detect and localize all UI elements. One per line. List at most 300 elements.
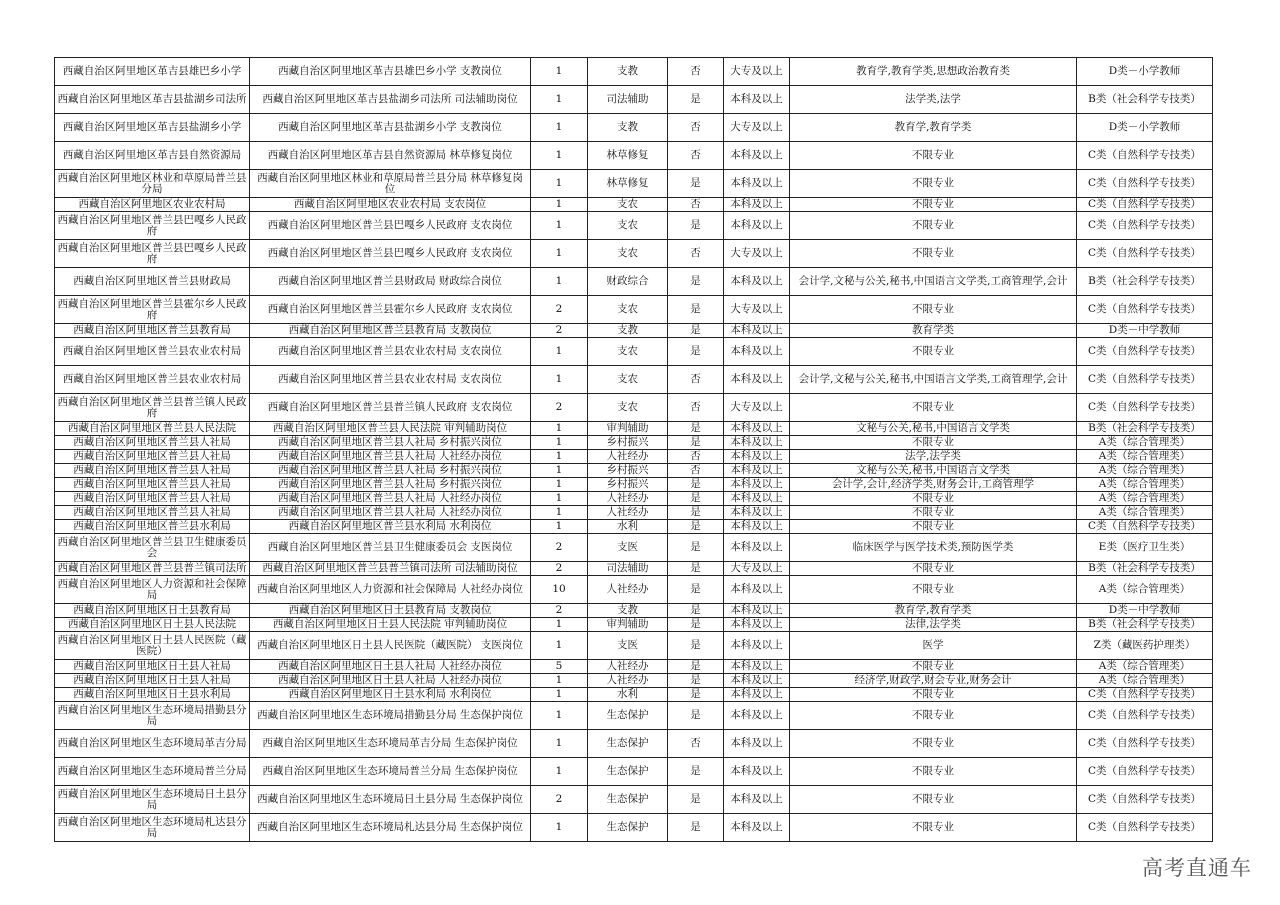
unit-cell: 西藏自治区阿里地区革吉县盐湖乡小学: [55, 114, 250, 142]
unit-cell: 西藏自治区阿里地区日土县人民法院: [55, 618, 250, 632]
unit-cell: 西藏自治区阿里地区普兰县人社局: [55, 478, 250, 492]
category-cell: A类（综合管理类）: [1077, 436, 1213, 450]
count-cell: 1: [531, 730, 588, 758]
restriction-cell: 是: [668, 674, 724, 688]
education-cell: 大专及以上: [724, 562, 790, 576]
position-cell: 西藏自治区阿里地区日土县教育局 支教岗位: [250, 604, 531, 618]
table-row: [55, 632, 1213, 660]
education-cell: 本科及以上: [724, 618, 790, 632]
position-cell: 西藏自治区阿里地区普兰县人民法院 审判辅助岗位: [250, 422, 531, 436]
position-cell: 西藏自治区阿里地区普兰县人社局 乡村振兴岗位: [250, 478, 531, 492]
unit-cell: 西藏自治区阿里地区生态环境局普兰分局: [55, 758, 250, 786]
unit-cell: 西藏自治区阿里地区普兰县霍尔乡人民政府: [55, 296, 250, 324]
count-cell: 1: [531, 338, 588, 366]
job-type-cell: 生态保护: [588, 702, 668, 730]
major-cell: 经济学,财政学,财会专业,财务会计: [790, 674, 1077, 688]
major-cell: 不限专业: [790, 212, 1077, 240]
count-cell: 1: [531, 478, 588, 492]
major-cell: 不限专业: [790, 436, 1077, 450]
table-row: [55, 170, 1213, 198]
unit-cell: 西藏自治区阿里地区普兰县人社局: [55, 436, 250, 450]
count-cell: 1: [531, 142, 588, 170]
major-cell: 不限专业: [790, 562, 1077, 576]
unit-cell: 西藏自治区阿里地区普兰县人社局: [55, 464, 250, 478]
unit-cell: 西藏自治区阿里地区普兰县教育局: [55, 324, 250, 338]
count-cell: 10: [531, 576, 588, 604]
restriction-cell: 是: [668, 436, 724, 450]
category-cell: C类（自然科学专技类）: [1077, 520, 1213, 534]
table-row: [55, 324, 1213, 338]
job-type-cell: 水利: [588, 688, 668, 702]
major-cell: 不限专业: [790, 506, 1077, 520]
major-cell: 教育学,教育学类: [790, 114, 1077, 142]
restriction-cell: 是: [668, 576, 724, 604]
restriction-cell: 否: [668, 198, 724, 212]
category-cell: D类－小学教师: [1077, 114, 1213, 142]
unit-cell: 西藏自治区阿里地区普兰县巴嘎乡人民政府: [55, 212, 250, 240]
major-cell: 法学类,法学: [790, 86, 1077, 114]
restriction-cell: 是: [668, 814, 724, 842]
table-row: [55, 296, 1213, 324]
position-cell: 西藏自治区阿里地区生态环境局札达县分局 生态保护岗位: [250, 814, 531, 842]
education-cell: 本科及以上: [724, 324, 790, 338]
table-row: [55, 702, 1213, 730]
category-cell: C类（自然科学专技类）: [1077, 198, 1213, 212]
job-type-cell: 支农: [588, 394, 668, 422]
category-cell: A类（综合管理类）: [1077, 450, 1213, 464]
table-row: [55, 464, 1213, 478]
unit-cell: 西藏自治区阿里地区生态环境局措勤县分局: [55, 702, 250, 730]
position-cell: 西藏自治区阿里地区普兰县人社局 乡村振兴岗位: [250, 464, 531, 478]
watermark-text: 高考直通车: [1142, 856, 1252, 880]
table-row: [55, 212, 1213, 240]
count-cell: 1: [531, 212, 588, 240]
unit-cell: 西藏自治区阿里地区普兰县人社局: [55, 450, 250, 464]
category-cell: Z类（藏医药护理类）: [1077, 632, 1213, 660]
education-cell: 本科及以上: [724, 660, 790, 674]
table-row: [55, 450, 1213, 464]
restriction-cell: 是: [668, 758, 724, 786]
category-cell: D类－中学教师: [1077, 604, 1213, 618]
restriction-cell: 是: [668, 170, 724, 198]
education-cell: 大专及以上: [724, 394, 790, 422]
category-cell: B类（社会科学专技类）: [1077, 562, 1213, 576]
position-cell: 西藏自治区阿里地区革吉县盐湖乡司法所 司法辅助岗位: [250, 86, 531, 114]
unit-cell: 西藏自治区阿里地区普兰县水利局: [55, 520, 250, 534]
category-cell: C类（自然科学专技类）: [1077, 394, 1213, 422]
count-cell: 1: [531, 436, 588, 450]
count-cell: 1: [531, 618, 588, 632]
major-cell: 不限专业: [790, 492, 1077, 506]
education-cell: 本科及以上: [724, 534, 790, 562]
position-cell: 西藏自治区阿里地区人力资源和社会保障局 人社经办岗位: [250, 576, 531, 604]
table-row: [55, 492, 1213, 506]
position-cell: 西藏自治区阿里地区普兰县巴嘎乡人民政府 支农岗位: [250, 240, 531, 268]
position-cell: 西藏自治区阿里地区普兰县农业农村局 支农岗位: [250, 338, 531, 366]
category-cell: C类（自然科学专技类）: [1077, 786, 1213, 814]
job-type-cell: 乡村振兴: [588, 464, 668, 478]
job-type-cell: 人社经办: [588, 506, 668, 520]
education-cell: 本科及以上: [724, 814, 790, 842]
job-type-cell: 生态保护: [588, 786, 668, 814]
restriction-cell: 是: [668, 296, 724, 324]
position-cell: 西藏自治区阿里地区普兰县普兰镇人民政府 支农岗位: [250, 394, 531, 422]
unit-cell: 西藏自治区阿里地区日土县水利局: [55, 688, 250, 702]
count-cell: 1: [531, 170, 588, 198]
unit-cell: 西藏自治区阿里地区普兰县农业农村局: [55, 366, 250, 394]
major-cell: 不限专业: [790, 814, 1077, 842]
table-row: [55, 366, 1213, 394]
job-type-cell: 支教: [588, 324, 668, 338]
restriction-cell: 是: [668, 618, 724, 632]
unit-cell: 西藏自治区阿里地区普兰县卫生健康委员会: [55, 534, 250, 562]
position-cell: 西藏自治区阿里地区普兰县财政局 财政综合岗位: [250, 268, 531, 296]
count-cell: 2: [531, 562, 588, 576]
restriction-cell: 否: [668, 366, 724, 394]
unit-cell: 西藏自治区阿里地区普兰县人社局: [55, 492, 250, 506]
restriction-cell: 是: [668, 604, 724, 618]
category-cell: A类（综合管理类）: [1077, 464, 1213, 478]
education-cell: 本科及以上: [724, 730, 790, 758]
category-cell: B类（社会科学专技类）: [1077, 618, 1213, 632]
category-cell: E类（医疗卫生类）: [1077, 534, 1213, 562]
unit-cell: 西藏自治区阿里地区革吉县盐湖乡司法所: [55, 86, 250, 114]
table-row: [55, 268, 1213, 296]
education-cell: 本科及以上: [724, 520, 790, 534]
count-cell: 2: [531, 394, 588, 422]
category-cell: C类（自然科学专技类）: [1077, 730, 1213, 758]
job-type-cell: 乡村振兴: [588, 478, 668, 492]
job-type-cell: 支农: [588, 198, 668, 212]
position-cell: 西藏自治区阿里地区生态环境局普兰分局 生态保护岗位: [250, 758, 531, 786]
job-type-cell: 支医: [588, 534, 668, 562]
category-cell: B类（社会科学专技类）: [1077, 422, 1213, 436]
unit-cell: 西藏自治区阿里地区普兰县普兰镇人民政府: [55, 394, 250, 422]
job-type-cell: 支农: [588, 338, 668, 366]
table-row: [55, 618, 1213, 632]
education-cell: 本科及以上: [724, 268, 790, 296]
job-type-cell: 林草修复: [588, 142, 668, 170]
table-row: [55, 604, 1213, 618]
education-cell: 本科及以上: [724, 450, 790, 464]
unit-cell: 西藏自治区阿里地区普兰县巴嘎乡人民政府: [55, 240, 250, 268]
count-cell: 1: [531, 464, 588, 478]
restriction-cell: 是: [668, 660, 724, 674]
count-cell: 2: [531, 324, 588, 338]
education-cell: 本科及以上: [724, 170, 790, 198]
table-row: [55, 338, 1213, 366]
restriction-cell: 否: [668, 730, 724, 758]
restriction-cell: 是: [668, 786, 724, 814]
unit-cell: 西藏自治区阿里地区日土县人社局: [55, 674, 250, 688]
count-cell: 1: [531, 492, 588, 506]
category-cell: C类（自然科学专技类）: [1077, 366, 1213, 394]
count-cell: 1: [531, 758, 588, 786]
education-cell: 本科及以上: [724, 604, 790, 618]
unit-cell: 西藏自治区阿里地区日土县人社局: [55, 660, 250, 674]
major-cell: 不限专业: [790, 296, 1077, 324]
count-cell: 1: [531, 520, 588, 534]
restriction-cell: 是: [668, 688, 724, 702]
major-cell: 不限专业: [790, 170, 1077, 198]
restriction-cell: 是: [668, 534, 724, 562]
job-type-cell: 人社经办: [588, 660, 668, 674]
major-cell: 不限专业: [790, 702, 1077, 730]
table-row: [55, 114, 1213, 142]
education-cell: 本科及以上: [724, 492, 790, 506]
restriction-cell: 是: [668, 506, 724, 520]
job-type-cell: 人社经办: [588, 674, 668, 688]
job-type-cell: 人社经办: [588, 450, 668, 464]
education-cell: 本科及以上: [724, 478, 790, 492]
education-cell: 本科及以上: [724, 506, 790, 520]
education-cell: 大专及以上: [724, 240, 790, 268]
position-cell: 西藏自治区阿里地区生态环境局日土县分局 生态保护岗位: [250, 786, 531, 814]
position-cell: 西藏自治区阿里地区普兰县卫生健康委员会 支医岗位: [250, 534, 531, 562]
major-cell: 不限专业: [790, 576, 1077, 604]
unit-cell: 西藏自治区阿里地区普兰县农业农村局: [55, 338, 250, 366]
restriction-cell: 否: [668, 58, 724, 86]
unit-cell: 西藏自治区阿里地区普兰县人民法院: [55, 422, 250, 436]
education-cell: 本科及以上: [724, 436, 790, 450]
count-cell: 1: [531, 702, 588, 730]
education-cell: 大专及以上: [724, 296, 790, 324]
position-cell: 西藏自治区阿里地区生态环境局革吉分局 生态保护岗位: [250, 730, 531, 758]
education-cell: 本科及以上: [724, 86, 790, 114]
job-type-cell: 林草修复: [588, 170, 668, 198]
table-row: [55, 58, 1213, 86]
table-row: [55, 240, 1213, 268]
position-cell: 西藏自治区阿里地区普兰县人社局 乡村振兴岗位: [250, 436, 531, 450]
job-type-cell: 支农: [588, 296, 668, 324]
education-cell: 本科及以上: [724, 422, 790, 436]
major-cell: 不限专业: [790, 142, 1077, 170]
restriction-cell: 否: [668, 450, 724, 464]
category-cell: A类（综合管理类）: [1077, 492, 1213, 506]
restriction-cell: 是: [668, 562, 724, 576]
table-row: [55, 422, 1213, 436]
unit-cell: 西藏自治区阿里地区农业农村局: [55, 198, 250, 212]
major-cell: 不限专业: [790, 198, 1077, 212]
restriction-cell: 是: [668, 520, 724, 534]
unit-cell: 西藏自治区阿里地区生态环境局日土县分局: [55, 786, 250, 814]
category-cell: C类（自然科学专技类）: [1077, 814, 1213, 842]
major-cell: 文秘与公关,秘书,中国语言文学类: [790, 464, 1077, 478]
job-type-cell: 人社经办: [588, 576, 668, 604]
major-cell: 教育学类: [790, 324, 1077, 338]
education-cell: 本科及以上: [724, 366, 790, 394]
table-row: [55, 478, 1213, 492]
count-cell: 1: [531, 688, 588, 702]
table-row: [55, 520, 1213, 534]
major-cell: 不限专业: [790, 520, 1077, 534]
major-cell: 不限专业: [790, 688, 1077, 702]
position-cell: 西藏自治区阿里地区农业农村局 支农岗位: [250, 198, 531, 212]
restriction-cell: 是: [668, 492, 724, 506]
table-row: [55, 786, 1213, 814]
restriction-cell: 是: [668, 478, 724, 492]
count-cell: 1: [531, 366, 588, 394]
job-type-cell: 生态保护: [588, 730, 668, 758]
major-cell: 不限专业: [790, 240, 1077, 268]
position-cell: 西藏自治区阿里地区日土县人社局 人社经办岗位: [250, 660, 531, 674]
count-cell: 5: [531, 660, 588, 674]
education-cell: 本科及以上: [724, 212, 790, 240]
position-cell: 西藏自治区阿里地区普兰县农业农村局 支农岗位: [250, 366, 531, 394]
major-cell: 教育学,教育学类: [790, 604, 1077, 618]
job-type-cell: 支农: [588, 212, 668, 240]
unit-cell: 西藏自治区阿里地区日土县人民医院（藏医院）: [55, 632, 250, 660]
job-type-cell: 人社经办: [588, 492, 668, 506]
count-cell: 1: [531, 268, 588, 296]
job-type-cell: 支教: [588, 58, 668, 86]
education-cell: 本科及以上: [724, 198, 790, 212]
major-cell: 不限专业: [790, 758, 1077, 786]
unit-cell: 西藏自治区阿里地区林业和草原局普兰县分局: [55, 170, 250, 198]
table-body: [55, 58, 1213, 842]
restriction-cell: 是: [668, 422, 724, 436]
job-type-cell: 乡村振兴: [588, 436, 668, 450]
count-cell: 1: [531, 240, 588, 268]
position-cell: 西藏自治区阿里地区日土县水利局 水利岗位: [250, 688, 531, 702]
education-cell: 本科及以上: [724, 674, 790, 688]
restriction-cell: 是: [668, 86, 724, 114]
count-cell: 1: [531, 506, 588, 520]
table-row: [55, 534, 1213, 562]
category-cell: A类（综合管理类）: [1077, 506, 1213, 520]
major-cell: 不限专业: [790, 786, 1077, 814]
major-cell: 不限专业: [790, 394, 1077, 422]
education-cell: 本科及以上: [724, 576, 790, 604]
major-cell: 临床医学与医学技术类,预防医学类: [790, 534, 1077, 562]
unit-cell: 西藏自治区阿里地区普兰县财政局: [55, 268, 250, 296]
category-cell: C类（自然科学专技类）: [1077, 688, 1213, 702]
table-row: [55, 674, 1213, 688]
job-type-cell: 财政综合: [588, 268, 668, 296]
job-table-sheet: [54, 57, 1213, 842]
table-row: [55, 394, 1213, 422]
education-cell: 大专及以上: [724, 114, 790, 142]
major-cell: 会计学,文秘与公关,秘书,中国语言文学类,工商管理学,会计: [790, 366, 1077, 394]
count-cell: 2: [531, 786, 588, 814]
position-cell: 西藏自治区阿里地区革吉县盐湖乡小学 支教岗位: [250, 114, 531, 142]
education-cell: 本科及以上: [724, 758, 790, 786]
major-cell: 文秘与公关,秘书,中国语言文学类: [790, 422, 1077, 436]
count-cell: 1: [531, 674, 588, 688]
count-cell: 1: [531, 422, 588, 436]
position-cell: 西藏自治区阿里地区日土县人民法院 审判辅助岗位: [250, 618, 531, 632]
unit-cell: 西藏自治区阿里地区日土县教育局: [55, 604, 250, 618]
major-cell: 教育学,教育学类,思想政治教育类: [790, 58, 1077, 86]
position-cell: 西藏自治区阿里地区生态环境局措勤县分局 生态保护岗位: [250, 702, 531, 730]
position-cell: 西藏自治区阿里地区普兰县普兰镇司法所 司法辅助岗位: [250, 562, 531, 576]
unit-cell: 西藏自治区阿里地区革吉县雄巴乡小学: [55, 58, 250, 86]
restriction-cell: 是: [668, 212, 724, 240]
count-cell: 2: [531, 534, 588, 562]
category-cell: C类（自然科学专技类）: [1077, 240, 1213, 268]
table-row: [55, 198, 1213, 212]
count-cell: 2: [531, 604, 588, 618]
category-cell: C类（自然科学专技类）: [1077, 212, 1213, 240]
category-cell: C类（自然科学专技类）: [1077, 170, 1213, 198]
job-type-cell: 水利: [588, 520, 668, 534]
category-cell: A类（综合管理类）: [1077, 576, 1213, 604]
restriction-cell: 是: [668, 268, 724, 296]
major-cell: 法学,法学类: [790, 450, 1077, 464]
major-cell: 法律,法学类: [790, 618, 1077, 632]
table-row: [55, 688, 1213, 702]
unit-cell: 西藏自治区阿里地区普兰县普兰镇司法所: [55, 562, 250, 576]
count-cell: 1: [531, 632, 588, 660]
table-row: [55, 814, 1213, 842]
count-cell: 1: [531, 86, 588, 114]
job-type-cell: 支农: [588, 366, 668, 394]
restriction-cell: 是: [668, 338, 724, 366]
unit-cell: 西藏自治区阿里地区生态环境局札达县分局: [55, 814, 250, 842]
category-cell: B类（社会科学专技类）: [1077, 86, 1213, 114]
job-type-cell: 生态保护: [588, 758, 668, 786]
position-cell: 西藏自治区阿里地区普兰县教育局 支教岗位: [250, 324, 531, 338]
unit-cell: 西藏自治区阿里地区人力资源和社会保障局: [55, 576, 250, 604]
job-type-cell: 支农: [588, 240, 668, 268]
job-type-cell: 支教: [588, 604, 668, 618]
job-type-cell: 审判辅助: [588, 618, 668, 632]
table-row: [55, 142, 1213, 170]
table-row: [55, 660, 1213, 674]
position-cell: 西藏自治区阿里地区日土县人社局 人社经办岗位: [250, 674, 531, 688]
category-cell: C类（自然科学专技类）: [1077, 142, 1213, 170]
count-cell: 1: [531, 58, 588, 86]
table-row: [55, 730, 1213, 758]
education-cell: 本科及以上: [724, 338, 790, 366]
major-cell: 不限专业: [790, 338, 1077, 366]
category-cell: A类（综合管理类）: [1077, 478, 1213, 492]
position-cell: 西藏自治区阿里地区普兰县人社局 人社经办岗位: [250, 506, 531, 520]
restriction-cell: 是: [668, 632, 724, 660]
restriction-cell: 是: [668, 702, 724, 730]
position-cell: 西藏自治区阿里地区日土县人民医院（藏医院） 支医岗位: [250, 632, 531, 660]
education-cell: 本科及以上: [724, 142, 790, 170]
category-cell: D类－中学教师: [1077, 324, 1213, 338]
major-cell: 不限专业: [790, 730, 1077, 758]
job-type-cell: 审判辅助: [588, 422, 668, 436]
category-cell: A类（综合管理类）: [1077, 674, 1213, 688]
table-row: [55, 436, 1213, 450]
category-cell: C类（自然科学专技类）: [1077, 702, 1213, 730]
major-cell: 医学: [790, 632, 1077, 660]
category-cell: A类（综合管理类）: [1077, 660, 1213, 674]
job-type-cell: 支医: [588, 632, 668, 660]
count-cell: 1: [531, 814, 588, 842]
count-cell: 1: [531, 114, 588, 142]
job-type-cell: 司法辅助: [588, 86, 668, 114]
education-cell: 本科及以上: [724, 786, 790, 814]
unit-cell: 西藏自治区阿里地区革吉县自然资源局: [55, 142, 250, 170]
education-cell: 本科及以上: [724, 632, 790, 660]
restriction-cell: 否: [668, 114, 724, 142]
education-cell: 本科及以上: [724, 464, 790, 478]
table-row: [55, 86, 1213, 114]
education-cell: 本科及以上: [724, 702, 790, 730]
education-cell: 本科及以上: [724, 688, 790, 702]
position-cell: 西藏自治区阿里地区林业和草原局普兰县分局 林草修复岗位: [250, 170, 531, 198]
position-cell: 西藏自治区阿里地区革吉县自然资源局 林草修复岗位: [250, 142, 531, 170]
position-cell: 西藏自治区阿里地区普兰县霍尔乡人民政府 支农岗位: [250, 296, 531, 324]
position-cell: 西藏自治区阿里地区普兰县水利局 水利岗位: [250, 520, 531, 534]
job-table: [54, 57, 1213, 842]
education-cell: 大专及以上: [724, 58, 790, 86]
major-cell: 不限专业: [790, 660, 1077, 674]
